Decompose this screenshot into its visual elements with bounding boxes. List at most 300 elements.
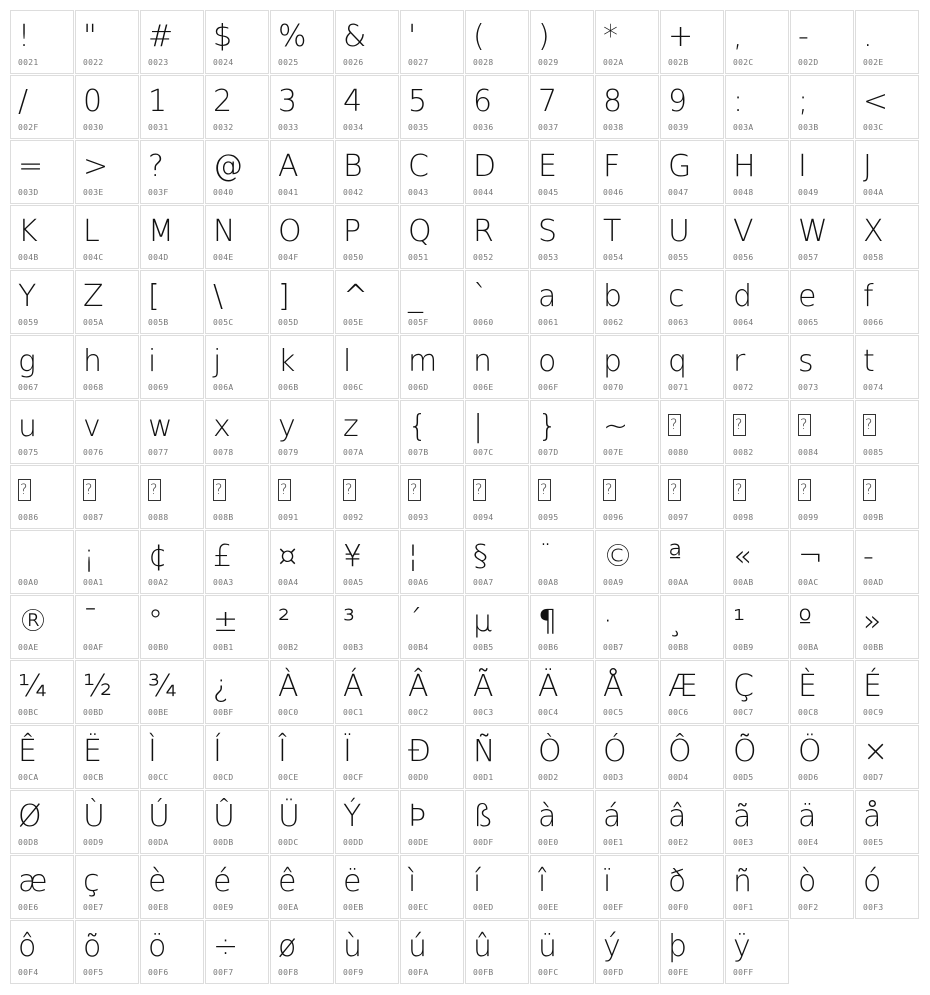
- glyph-cell: [530, 205, 594, 269]
- glyph-cell: [335, 660, 399, 724]
- glyph-code: 00E7: [83, 903, 104, 912]
- glyph-cell: [790, 790, 854, 854]
- glyph-cell: [75, 205, 139, 269]
- glyph-char: [: [148, 279, 160, 314]
- glyph-char: ¾: [148, 669, 178, 704]
- glyph-char: ^: [343, 279, 369, 314]
- glyph-cell: [660, 790, 724, 854]
- glyph-char: !: [18, 19, 31, 54]
- glyph-cell: [855, 725, 919, 789]
- glyph-cell: [205, 465, 269, 529]
- glyph-code: 00AA: [668, 578, 689, 587]
- missing-glyph-icon: [733, 479, 746, 501]
- glyph-char: G: [668, 149, 692, 184]
- glyph-cell: [660, 530, 724, 594]
- glyph-code: 0059: [18, 318, 39, 327]
- glyph-char: æ: [18, 864, 48, 899]
- glyph-code: 0036: [473, 123, 494, 132]
- glyph-code: 0071: [668, 383, 689, 392]
- glyph-code: 002E: [863, 58, 884, 67]
- glyph-char: g: [18, 344, 37, 379]
- glyph-char: %: [278, 19, 307, 54]
- glyph-char: y: [278, 409, 296, 444]
- glyph-char: [863, 405, 876, 449]
- glyph-code: 00B0: [148, 643, 169, 652]
- glyph-cell: [790, 725, 854, 789]
- glyph-char: D: [473, 149, 497, 184]
- glyph-code: 005D: [278, 318, 299, 327]
- glyph-char: l: [343, 344, 352, 379]
- glyph-cell: [855, 790, 919, 854]
- glyph-char: ¿: [213, 669, 230, 704]
- glyph-code: 00B7: [603, 643, 624, 652]
- glyph-cell: [595, 725, 659, 789]
- glyph-cell: [855, 140, 919, 204]
- glyph-char: Ý: [343, 799, 362, 834]
- missing-glyph-icon: [473, 479, 486, 501]
- missing-glyph-icon: [538, 479, 551, 501]
- glyph-char: õ: [83, 929, 102, 964]
- glyph-cell: [75, 335, 139, 399]
- glyph-cell: [10, 725, 74, 789]
- glyph-char: -: [863, 539, 874, 574]
- glyph-cell: [270, 920, 334, 984]
- glyph-char: [473, 470, 486, 514]
- glyph-cell: [335, 75, 399, 139]
- glyph-code: 00AE: [18, 643, 39, 652]
- glyph-code: 005E: [343, 318, 364, 327]
- glyph-code: 003A: [733, 123, 754, 132]
- glyph-cell: [75, 855, 139, 919]
- glyph-code: 0041: [278, 188, 299, 197]
- glyph-code: 005B: [148, 318, 169, 327]
- glyph-code: 0085: [863, 448, 884, 457]
- glyph-char: ô: [18, 929, 37, 964]
- glyph-cell: [660, 660, 724, 724]
- missing-glyph-icon: [668, 414, 681, 436]
- glyph-cell: [465, 75, 529, 139]
- glyph-char: x: [213, 409, 231, 444]
- glyph-code: 004C: [83, 253, 104, 262]
- glyph-cell: [465, 335, 529, 399]
- glyph-code: 00B6: [538, 643, 559, 652]
- glyph-char: Ç: [733, 669, 754, 704]
- glyph-cell: [660, 205, 724, 269]
- glyph-cell: [400, 270, 464, 334]
- glyph-cell: [270, 10, 334, 74]
- glyph-cell: [465, 855, 529, 919]
- glyph-code: 005A: [83, 318, 104, 327]
- glyph-cell: [140, 530, 204, 594]
- glyph-char: .: [863, 19, 873, 54]
- glyph-char: Ú: [148, 799, 170, 834]
- glyph-code: 0035: [408, 123, 429, 132]
- glyph-cell: [530, 855, 594, 919]
- glyph-code: 006E: [473, 383, 494, 392]
- glyph-cell: [725, 270, 789, 334]
- glyph-char: [733, 405, 746, 449]
- glyph-code: 0027: [408, 58, 429, 67]
- glyph-code: 00B5: [473, 643, 494, 652]
- glyph-cell: [10, 855, 74, 919]
- glyph-code: 0028: [473, 58, 494, 67]
- glyph-char: Ô: [668, 734, 692, 769]
- glyph-char: ç: [83, 864, 100, 899]
- glyph-char: K: [18, 214, 38, 249]
- glyph-char: Ñ: [473, 734, 496, 769]
- glyph-cell: [270, 205, 334, 269]
- glyph-code: 0097: [668, 513, 689, 522]
- glyph-code: 00A3: [213, 578, 234, 587]
- glyph-code: 00A7: [473, 578, 494, 587]
- glyph-cell: [335, 10, 399, 74]
- glyph-cell: [725, 335, 789, 399]
- glyph-code: 00CE: [278, 773, 299, 782]
- glyph-cell: [725, 530, 789, 594]
- glyph-cell: [660, 465, 724, 529]
- glyph-code: 0073: [798, 383, 819, 392]
- glyph-code: 0087: [83, 513, 104, 522]
- glyph-cell: [400, 855, 464, 919]
- glyph-code: 00FA: [408, 968, 429, 977]
- glyph-code: 00DF: [473, 838, 494, 847]
- glyph-char: J: [863, 149, 872, 184]
- glyph-cell: [10, 920, 74, 984]
- glyph-code: 00D7: [863, 773, 884, 782]
- glyph-cell: [75, 270, 139, 334]
- glyph-cell: [10, 530, 74, 594]
- glyph-cell: [75, 75, 139, 139]
- glyph-code: 00A5: [343, 578, 364, 587]
- glyph-cell: [790, 10, 854, 74]
- glyph-code: 0049: [798, 188, 819, 197]
- glyph-char: [668, 470, 681, 514]
- glyph-code: 0060: [473, 318, 494, 327]
- glyph-code: 0092: [343, 513, 364, 522]
- glyph-char: s: [798, 344, 814, 379]
- glyph-cell: [400, 530, 464, 594]
- glyph-cell: [465, 725, 529, 789]
- glyph-code: 0070: [603, 383, 624, 392]
- glyph-char: F: [603, 149, 621, 184]
- glyph-cell: [660, 595, 724, 659]
- glyph-char: &: [343, 19, 367, 54]
- glyph-code: 0067: [18, 383, 39, 392]
- glyph-cell: [75, 790, 139, 854]
- glyph-code: 00A9: [603, 578, 624, 587]
- glyph-char: r: [733, 344, 746, 379]
- glyph-code: 00F7: [213, 968, 234, 977]
- glyph-char: I: [798, 149, 807, 184]
- glyph-cell: [205, 530, 269, 594]
- glyph-code: 00B8: [668, 643, 689, 652]
- glyph-char: C: [408, 149, 429, 184]
- glyph-cell: [205, 140, 269, 204]
- glyph-code: 00B1: [213, 643, 234, 652]
- glyph-code: 00DC: [278, 838, 299, 847]
- glyph-code: 00B3: [343, 643, 364, 652]
- glyph-code: 00E2: [668, 838, 689, 847]
- glyph-cell: [10, 400, 74, 464]
- glyph-code: 00A1: [83, 578, 104, 587]
- glyph-char: »: [863, 604, 882, 639]
- glyph-code: 00D5: [733, 773, 754, 782]
- glyph-cell: [530, 725, 594, 789]
- glyph-code: 007A: [343, 448, 364, 457]
- glyph-cell: [205, 270, 269, 334]
- glyph-cell: [140, 920, 204, 984]
- glyph-cell: [790, 660, 854, 724]
- glyph-code: 00F4: [18, 968, 39, 977]
- glyph-cell: [855, 335, 919, 399]
- glyph-cell: [855, 595, 919, 659]
- glyph-code: 006B: [278, 383, 299, 392]
- glyph-code: 0086: [18, 513, 39, 522]
- glyph-code: 00E3: [733, 838, 754, 847]
- glyph-char: ¢: [148, 539, 168, 574]
- glyph-char: T: [603, 214, 622, 249]
- glyph-cell: [465, 790, 529, 854]
- glyph-code: 0048: [733, 188, 754, 197]
- glyph-cell: [790, 855, 854, 919]
- glyph-code: 007C: [473, 448, 494, 457]
- glyph-code: 0080: [668, 448, 689, 457]
- missing-glyph-icon: [603, 479, 616, 501]
- glyph-code: 006A: [213, 383, 234, 392]
- glyph-cell: [660, 400, 724, 464]
- glyph-code: 0022: [83, 58, 104, 67]
- glyph-code: 0078: [213, 448, 234, 457]
- glyph-code: 004D: [148, 253, 169, 262]
- glyph-code: 004E: [213, 253, 234, 262]
- glyph-char: X: [863, 214, 884, 249]
- glyph-code: 00AC: [798, 578, 819, 587]
- glyph-code: 00CF: [343, 773, 364, 782]
- glyph-code: 0094: [473, 513, 494, 522]
- glyph-code: 0052: [473, 253, 494, 262]
- glyph-cell: [205, 595, 269, 659]
- glyph-code: 0039: [668, 123, 689, 132]
- glyph-char: L: [83, 214, 100, 249]
- glyph-cell: [140, 855, 204, 919]
- glyph-char: Æ: [668, 669, 698, 704]
- glyph-char: P: [343, 214, 362, 249]
- glyph-code: 0069: [148, 383, 169, 392]
- glyph-code: 00EE: [538, 903, 559, 912]
- glyph-code: 003D: [18, 188, 39, 197]
- glyph-char: B: [343, 149, 363, 184]
- glyph-cell: [140, 595, 204, 659]
- glyph-char: c: [668, 279, 685, 314]
- glyph-code: 0084: [798, 448, 819, 457]
- glyph-cell: [855, 660, 919, 724]
- glyph-char: Ì: [148, 734, 157, 769]
- glyph-char: À: [278, 669, 299, 704]
- missing-glyph-icon: [863, 414, 876, 436]
- glyph-char: ü: [538, 929, 558, 964]
- glyph-cell: [335, 920, 399, 984]
- glyph-char: |: [473, 409, 484, 444]
- glyph-char: ½: [83, 669, 113, 704]
- glyph-code: 007E: [603, 448, 624, 457]
- glyph-code: 0074: [863, 383, 884, 392]
- glyph-cell: [530, 790, 594, 854]
- glyph-cell: [855, 270, 919, 334]
- glyph-char: Ö: [798, 734, 822, 769]
- glyph-cell: [790, 530, 854, 594]
- glyph-cell: [10, 205, 74, 269]
- glyph-cell: [725, 790, 789, 854]
- glyph-code: 00F6: [148, 968, 169, 977]
- glyph-char: Û: [213, 799, 235, 834]
- glyph-code: 0043: [408, 188, 429, 197]
- glyph-code: 004F: [278, 253, 299, 262]
- glyph-char: Å: [603, 669, 624, 704]
- missing-glyph-icon: [408, 479, 421, 501]
- glyph-cell: [270, 855, 334, 919]
- glyph-cell: [530, 10, 594, 74]
- glyph-code: 00D8: [18, 838, 39, 847]
- glyph-cell: [595, 10, 659, 74]
- glyph-char: ö: [148, 929, 167, 964]
- glyph-cell: [855, 855, 919, 919]
- glyph-cell: [400, 465, 464, 529]
- glyph-char: ¨: [538, 539, 553, 574]
- glyph-cell: [725, 140, 789, 204]
- glyph-char: R: [473, 214, 494, 249]
- glyph-code: 0032: [213, 123, 234, 132]
- glyph-cell: [660, 855, 724, 919]
- glyph-cell: [140, 75, 204, 139]
- glyph-char: ä: [798, 799, 817, 834]
- glyph-cell: [400, 790, 464, 854]
- glyph-cell: [400, 920, 464, 984]
- glyph-cell: [400, 10, 464, 74]
- glyph-char: °: [148, 604, 163, 639]
- glyph-code: 00CD: [213, 773, 234, 782]
- glyph-cell: [530, 920, 594, 984]
- glyph-cell: [595, 790, 659, 854]
- glyph-cell: [595, 75, 659, 139]
- glyph-char: ë: [343, 864, 362, 899]
- glyph-cell: [140, 660, 204, 724]
- glyph-code: 0031: [148, 123, 169, 132]
- glyph-char: Ù: [83, 799, 105, 834]
- glyph-char: b: [603, 279, 623, 314]
- glyph-code: 00BE: [148, 708, 169, 717]
- glyph-cell: [335, 725, 399, 789]
- glyph-cell: [465, 400, 529, 464]
- glyph-code: 0024: [213, 58, 234, 67]
- glyph-code: 004B: [18, 253, 39, 262]
- glyph-cell: [75, 660, 139, 724]
- glyph-cell: [205, 920, 269, 984]
- glyph-cell: [855, 465, 919, 529]
- glyph-code: 004A: [863, 188, 884, 197]
- glyph-char: ×: [863, 734, 889, 769]
- glyph-char: 0: [83, 84, 103, 119]
- glyph-code: 0095: [538, 513, 559, 522]
- glyph-code: 00EB: [343, 903, 364, 912]
- missing-glyph-icon: [278, 479, 291, 501]
- glyph-cell: [75, 530, 139, 594]
- glyph-char: ": [83, 19, 97, 54]
- glyph-char: ý: [603, 929, 621, 964]
- glyph-char: à: [538, 799, 557, 834]
- glyph-code: 0050: [343, 253, 364, 262]
- glyph-cell: [530, 530, 594, 594]
- glyph-char: ò: [798, 864, 817, 899]
- glyph-code: 002F: [18, 123, 39, 132]
- glyph-char: 8: [603, 84, 623, 119]
- glyph-cell: [140, 725, 204, 789]
- glyph-code: 00CB: [83, 773, 104, 782]
- glyph-cell: [595, 855, 659, 919]
- glyph-code: 003F: [148, 188, 169, 197]
- glyph-code: 0030: [83, 123, 104, 132]
- glyph-char: Y: [18, 279, 37, 314]
- glyph-char: :: [733, 84, 744, 119]
- glyph-cell: [530, 75, 594, 139]
- glyph-code: 0077: [148, 448, 169, 457]
- glyph-code: 0091: [278, 513, 299, 522]
- glyph-code: 0064: [733, 318, 754, 327]
- glyph-char: 2: [213, 84, 233, 119]
- glyph-char: ±: [213, 604, 239, 639]
- glyph-char: ¡: [83, 539, 96, 574]
- glyph-cell: [335, 790, 399, 854]
- glyph-code: 00C4: [538, 708, 559, 717]
- glyph-cell: [335, 335, 399, 399]
- glyph-char: ¶: [538, 604, 558, 639]
- glyph-char: 1: [148, 84, 168, 119]
- glyph-cell: [465, 270, 529, 334]
- glyph-cell: [660, 10, 724, 74]
- glyph-char: -: [798, 19, 809, 54]
- glyph-cell: [660, 920, 724, 984]
- glyph-cell: [790, 140, 854, 204]
- glyph-code: 00D6: [798, 773, 819, 782]
- glyph-char: Á: [343, 669, 364, 704]
- glyph-cell: [335, 530, 399, 594]
- glyph-code: 0057: [798, 253, 819, 262]
- missing-glyph-icon: [733, 414, 746, 436]
- glyph-char: Ê: [18, 734, 37, 769]
- glyph-cell: [205, 335, 269, 399]
- glyph-code: 00A6: [408, 578, 429, 587]
- glyph-cell: [140, 790, 204, 854]
- glyph-cell: [725, 660, 789, 724]
- glyph-char: é: [213, 864, 232, 899]
- glyph-char: ¦: [408, 539, 419, 574]
- glyph-char: ì: [408, 864, 417, 899]
- glyph-cell: [595, 140, 659, 204]
- glyph-char: w: [148, 409, 173, 444]
- glyph-char: N: [213, 214, 236, 249]
- glyph-code: 00E5: [863, 838, 884, 847]
- glyph-code: 0025: [278, 58, 299, 67]
- glyph-cell: [595, 595, 659, 659]
- glyph-cell: [725, 400, 789, 464]
- glyph-cell: [725, 465, 789, 529]
- glyph-code: 00D4: [668, 773, 689, 782]
- glyph-code: 00B9: [733, 643, 754, 652]
- glyph-char: u: [18, 409, 38, 444]
- glyph-code: 0076: [83, 448, 104, 457]
- glyph-code: 00E4: [798, 838, 819, 847]
- glyph-cell: [725, 595, 789, 659]
- glyph-char: \: [213, 279, 224, 314]
